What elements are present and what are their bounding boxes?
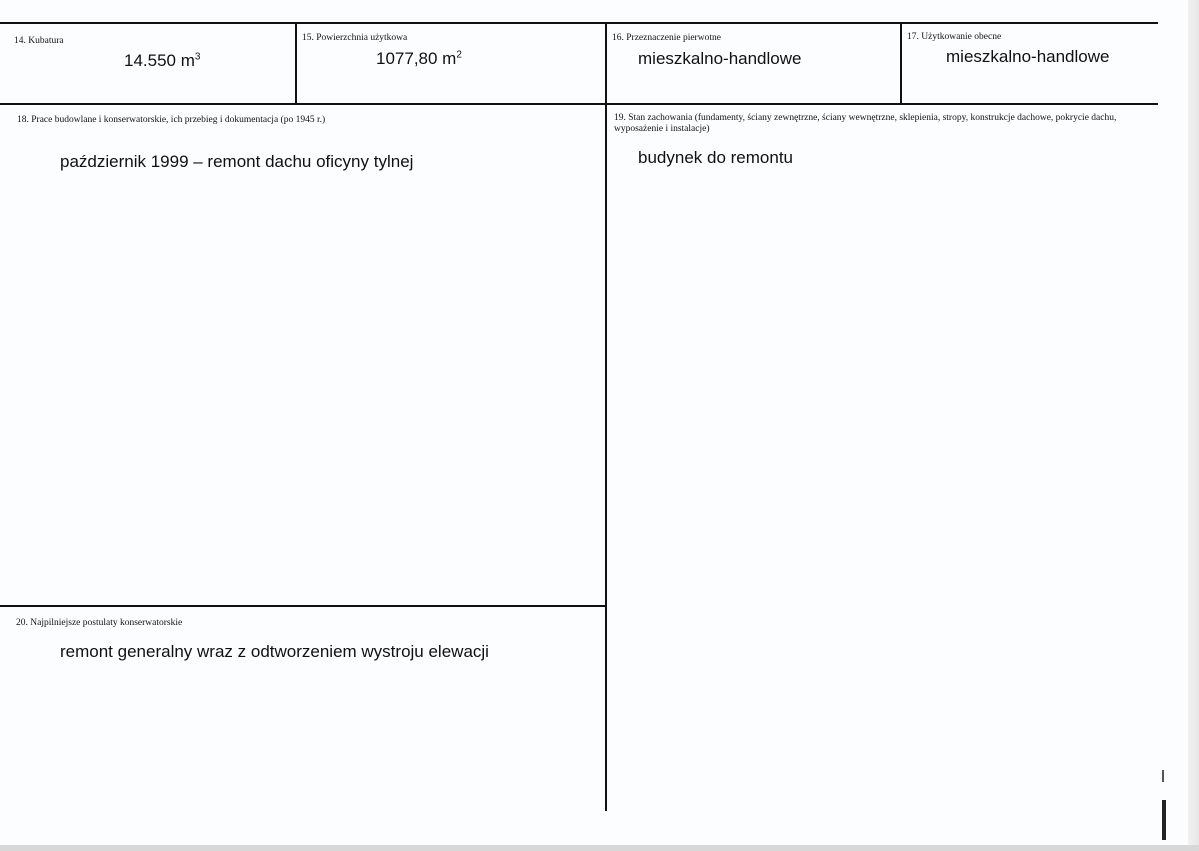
przeznaczenie-label: 16. Przeznaczenie pierwotne <box>612 33 721 43</box>
divider-przeznaczenie-uzytkowanie <box>900 22 902 105</box>
stan-label: 19. Stan zachowania (fundamenty, ściany zewnętrzne, ściany wewnętrzne, sklepienia, stropy, konstrukcje dachowe, pokrycie dachu, wyposażenie i instalacje) <box>614 113 1117 134</box>
postulaty-divider-line <box>0 605 607 607</box>
powierzchnia-label: 15. Powierzchnia użytkowa <box>302 33 408 43</box>
kubatura-value <box>124 51 200 71</box>
scan-edge-mark <box>1162 770 1164 782</box>
kubatura-label: 14. Kubatura <box>14 36 64 46</box>
uzytkowanie-value: mieszkalno-handlowe <box>946 47 1110 66</box>
scan-edge-mark <box>1162 800 1166 840</box>
divider-kubatura-powierzchnia <box>295 22 297 105</box>
postulaty-value: remont generalny wraz z odtworzeniem wystroju elewacji <box>60 642 489 661</box>
scan-edge-bottom <box>0 845 1199 851</box>
uzytkowanie-label: 17. Użytkowanie obecne <box>907 32 1002 42</box>
przeznaczenie-value: mieszkalno-handlowe <box>638 49 802 68</box>
powierzchnia-value-text: 1077,80 m <box>376 49 457 68</box>
scan-edge-right <box>1188 0 1199 851</box>
kubatura-unit-exponent: 3 <box>194 51 201 63</box>
row-divider-line <box>0 103 1158 105</box>
top-border-line <box>0 22 1158 24</box>
kubatura-value-text: 14.550 m <box>124 51 195 70</box>
center-vertical-line <box>605 22 607 811</box>
powierzchnia-unit-exponent: 2 <box>456 49 462 61</box>
stan-value: budynek do remontu <box>638 148 793 167</box>
prace-label: 18. Prace budowlane i konserwatorskie, ich przebieg i dokumentacja (po 1945 r.) <box>17 115 326 125</box>
prace-value: październik 1999 – remont dachu oficyny tylnej <box>60 152 414 171</box>
powierzchnia-value <box>376 49 462 69</box>
postulaty-label: 20. Najpilniejsze postulaty konserwatorskie <box>16 618 183 628</box>
